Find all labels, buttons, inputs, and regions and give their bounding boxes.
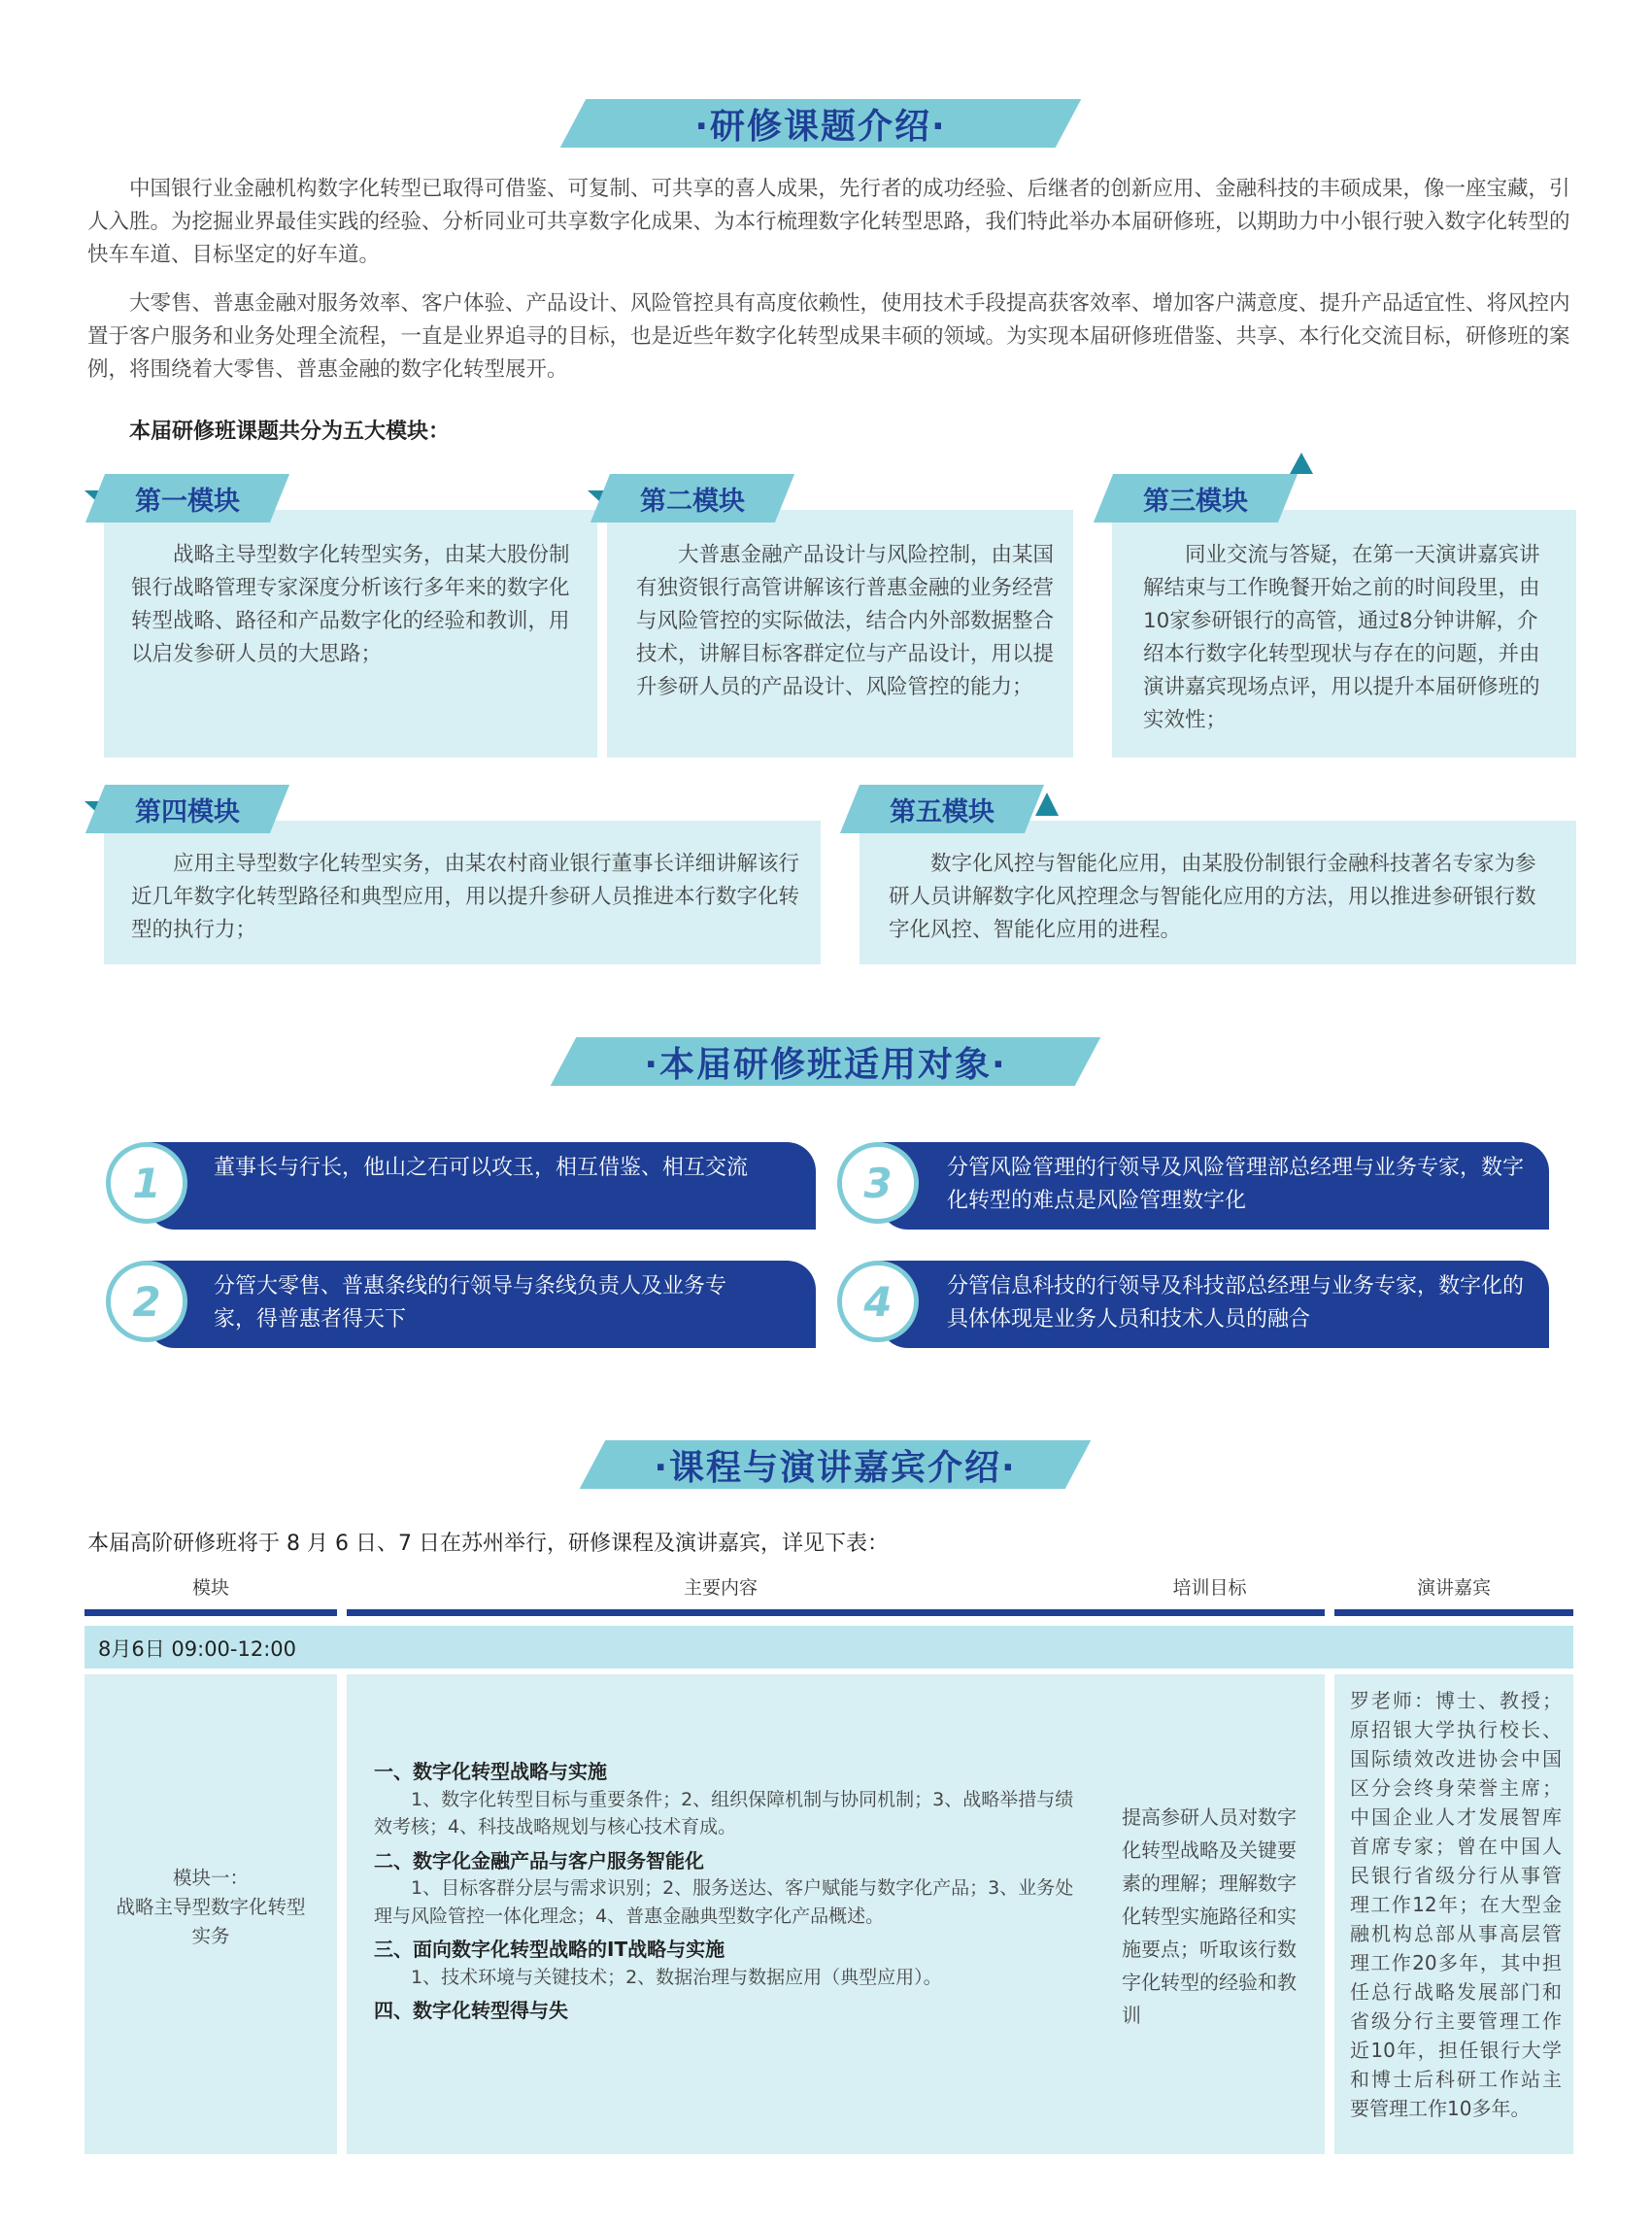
intro-paragraph-1: 中国银行业金融机构数字化转型已取得可借鉴、可复制、可共享的喜人成果，先行者的成功经验、后继者的创新应用、金融科技的丰硕成果，像一座宝藏，引人入胜。为挖掘业界最佳实践的经验、分析同业可共享数字化成果、为本行梳理数字化转型思路，我们特此举办本届研修班，以期助力中小银行驶入数字化转型的快车车道、目标坚定的好车道。 [87,177,1570,267]
module-tab-4 [95,785,280,833]
content-heading: 一、数字化转型战略与实施 [374,1760,607,1783]
audience-text: 分管信息科技的行领导及科技部总经理与业务专家，数字化的具体体现是业务人员和技术人员的融合 [947,1274,1525,1332]
module-box-2 [607,510,1073,758]
number-badge: 4 [837,1261,919,1342]
module-box-5 [860,821,1576,964]
section-title: ·课程与演讲嘉宾介绍· [654,1447,1017,1488]
content-list [374,1752,1075,2025]
module-tab-5 [850,785,1034,833]
module-title: 第五模块 [890,796,995,827]
schedule-intro: 本届高阶研修班将于 8 月 6 日、7 日在苏州举行，研修课程及演讲嘉宾，详见下表： [87,1532,889,1556]
cell-module [84,1674,337,2154]
module-text: 数字化风控与智能化应用，由某股份制银行金融科技著名专家为参研人员讲解数字化风控理念与智能化应用的方法，用以推进参研银行数字化风控、智能化应用的进程。 [889,852,1536,942]
module-title: 第二模块 [640,486,745,517]
audience-item-4 [879,1261,1549,1348]
speaker-bio: 罗老师：博士、教授；原招银大学执行校长、国际绩效改进协会中国区分会终身荣誉主席；中国企业人才发展智库首席专家；曾在中国人民银行省级分行从事管理工作12年；在大型金融机构总部从事高层管理工作20多年，其中担任总行战略发展部门和省级分行主要管理工作近10年，担任银行大学和博士后科研工作站主要管理工作10多年。 [1350,1689,1562,2120]
column-header-module: 模块 [191,1577,229,1599]
tab-corner-triangle [1290,453,1313,474]
section-banner-intro [573,99,1068,148]
column-header-speaker: 演讲嘉宾 [1416,1577,1491,1599]
audience-item-2 [146,1261,816,1348]
module-text: 战略主导型数字化转型实务，由某大股份制银行战略管理专家深度分析该行多年来的数字化转型战略、路径和产品数字化的经验和教训，用以启发参研人员的大思路； [131,543,570,666]
audience-item-3 [879,1142,1549,1230]
section-title: ·本届研修班适用对象· [644,1044,1007,1085]
header-rule [347,1609,1095,1616]
module-label: 模块一： [172,1867,249,1889]
intro-paragraph-2: 大零售、普惠金融对服务效率、客户体验、产品设计、风险管控具有高度依赖性，使用技术手段提高获客效率、增加客户满意度、提升产品适宜性、将风控内置于客户服务和业务处理全流程，一直是业界追寻的目标，也是近些年数字化转型成果丰硕的领域。为实现本届研修班借鉴、共享、本行化交流目标，研修班的案例，将围绕着大零售、普惠金融的数字化转型展开。 [87,291,1570,382]
module-name [84,1864,337,1951]
day-row [84,1626,1573,1669]
content-detail: 1、技术环境与关键技术；2、数据治理与数据应用（典型应用）。 [411,1966,942,1988]
content-detail: 1、数字化转型目标与重要条件；2、组织保障机制与协同机制；3、战略举措与绩效考核；4、科技战略规划与核心技术育成。 [374,1788,1074,1838]
content-heading: 三、面向数字化转型战略的IT战略与实施 [374,1938,725,1961]
module-title: 第四模块 [135,796,240,827]
number-badge: 2 [106,1261,187,1342]
column-header-target: 培训目标 [1172,1577,1247,1599]
module-box-1 [104,510,597,758]
section-title: ·研修课题介绍· [694,106,947,147]
audience-text: 分管风险管理的行领导及风险管理部总经理与业务专家，数字化转型的难点是风险管理数字化 [947,1156,1525,1213]
content-heading: 二、数字化金融产品与客户服务智能化 [374,1848,704,1872]
content-heading: 四、数字化转型得与失 [374,1999,568,2022]
column-header-content: 主要内容 [683,1577,758,1599]
audience-text: 董事长与行长，他山之石可以攻玉，相互借鉴、相互交流 [214,1156,749,1180]
cell-content [347,1674,1095,2154]
module-tab-2 [600,474,785,523]
audience-text: 分管大零售、普惠条线的行领导与条线负责人及业务专家，得普惠者得天下 [214,1274,727,1332]
number-badge: 3 [837,1142,919,1224]
header-rule [84,1609,337,1616]
module-box-3 [1112,510,1576,758]
training-target: 提高参研人员对数字化转型战略及关键要素的理解；理解数字化转型实施路径和实施要点；听取该行数字化转型的经验和教训 [1122,1805,1297,2027]
module-box-4 [104,821,821,964]
cell-target [1095,1674,1325,2154]
section-banner-courses [592,1440,1078,1489]
header-rule [1095,1609,1325,1616]
module-text: 应用主导型数字化转型实务，由某农村商业银行董事长详细讲解该行近几年数字化转型路径和典型应用，用以提升参研人员推进本行数字化转型的执行力； [131,852,800,942]
module-title: 第三模块 [1143,486,1248,517]
cell-speaker [1334,1674,1573,2154]
module-text: 同业交流与答疑，在第一天演讲嘉宾讲解结束与工作晚餐开始之前的时间段里，由10家参研银行的高管，通过8分钟讲解，介绍本行数字化转型现状与存在的问题，并由演讲嘉宾现场点评，用以提升本届研修班的实效性； [1143,543,1540,732]
content-detail: 1、目标客群分层与需求识别；2、服务送达、客户赋能与数字化产品；3、业务处理与风险管控一体化理念；4、普惠金融典型数字化产品概述。 [374,1877,1074,1927]
header-rule [1334,1609,1573,1616]
section-banner-audience [563,1037,1088,1086]
day-label: 8月6日 09:00-12:00 [98,1637,297,1661]
module-text: 大普惠金融产品设计与风险控制，由某国有独资银行高管讲解该行普惠金融的业务经营与风险管控的实际做法，结合内外部数据整合技术，讲解目标客群定位与产品设计，用以提升参研人员的产品设计、风险管控的能力； [636,543,1055,699]
module-title: 战略主导型数字化转型实务 [116,1896,306,1947]
module-title: 第一模块 [135,486,240,517]
modules-heading: 本届研修班课题共分为五大模块： [129,420,451,444]
audience-item-1 [146,1142,816,1230]
module-tab-1 [95,474,280,523]
number-badge: 1 [106,1142,187,1224]
module-tab-3 [1103,474,1288,523]
